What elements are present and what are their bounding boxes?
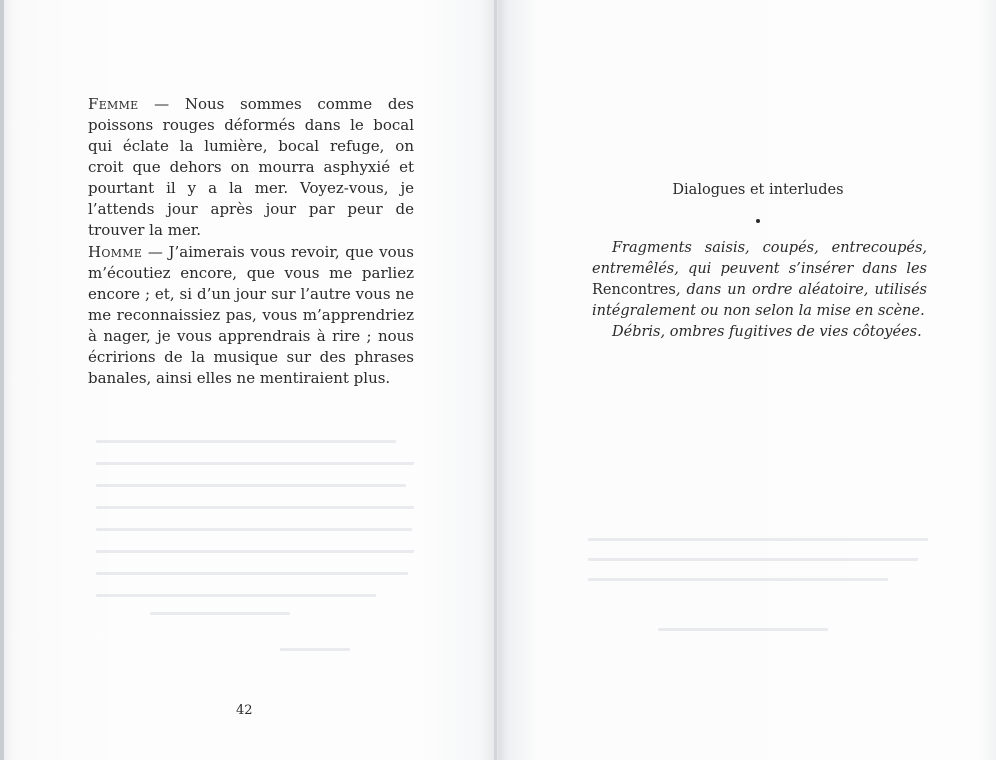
page-edge [0,0,4,760]
show-through-text [96,506,414,509]
show-through-text [588,538,928,541]
intro-text: Fragments saisis, coupés, entrecoupés, entremêlés, qui peuvent s’insérer dans les [592,240,927,277]
show-through-text [588,578,888,581]
bullet-ornament [756,219,760,223]
intro-text: , dans un ordre aléatoire, utilisés intégralement ou non selon la mise en scène. [592,282,927,319]
show-through-text [96,550,414,553]
show-through-text [150,612,290,615]
dialogue-femme [88,94,414,241]
right-page [498,0,996,760]
show-through-text [280,648,350,651]
show-through-text [96,572,408,575]
intro-paragraph [592,238,927,322]
show-through-text [96,484,406,487]
dialogue-text: — J’aimerais vous revoir, que vous m’écoutiez encore, que vous me parliez encore ; et, si d’un jour sur l’autre vous ne me reconnaissiez pas, vous m’apprendriez à nager, je vous apprendrais à rire ; nous écririons de la musique sur des phrases banales, ainsi elles ne mentiraient plus. [88,243,414,387]
show-through-text [96,462,414,465]
show-through-text [96,594,376,597]
section-intro [592,238,927,343]
intro-roman-title: Rencontres [592,282,676,298]
dialogue-text: — Nous sommes comme des poissons rouges déformés dans le bocal qui éclate la lumière, bocal refuge, on croit que dehors on mourra asphyxié et pourtant il y a la mer. Voyez-vous, je l’attends jour après jour par peur de trouver la mer. [88,95,414,239]
intro-paragraph: Débris, ombres fugitives de vies côtoyées. [612,324,922,340]
section-title: Dialogues et interludes [672,182,844,198]
speaker-name: Femme [88,95,139,113]
speaker-name: Homme [88,243,143,261]
page-number: 42 [236,703,253,718]
show-through-text [96,440,396,443]
book-gutter [494,0,497,760]
show-through-text [658,628,828,631]
show-through-text [588,558,918,561]
show-through-text [96,528,412,531]
dialogue-homme [88,242,414,389]
